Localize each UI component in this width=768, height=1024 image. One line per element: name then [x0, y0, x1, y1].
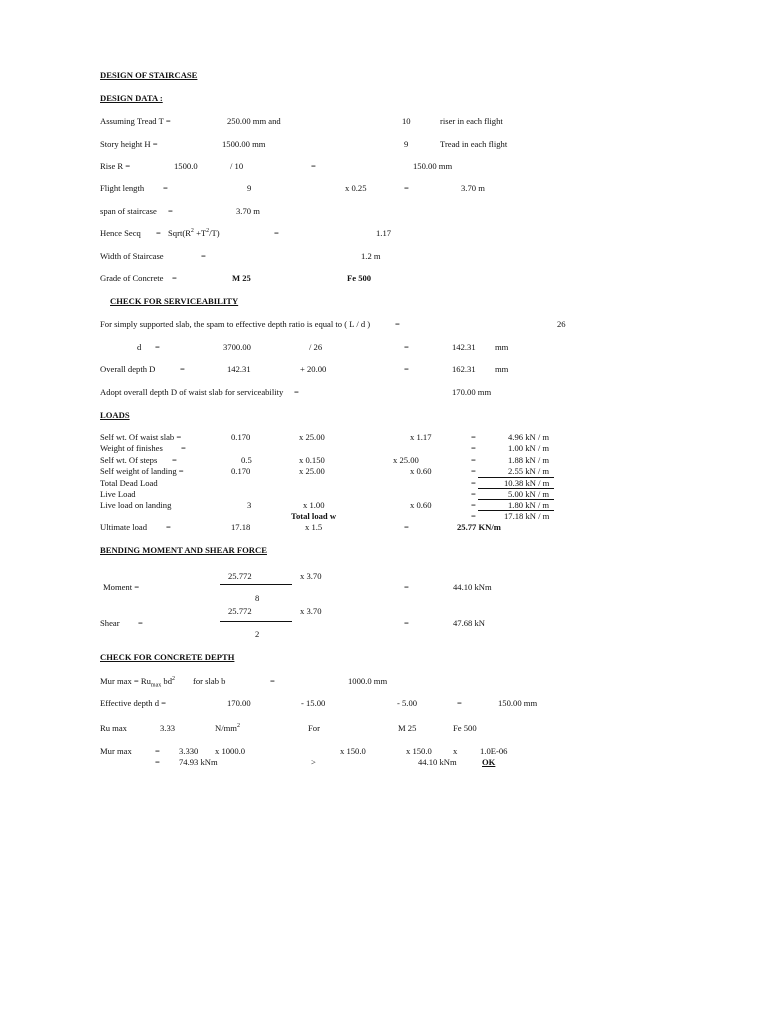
finishes-equals-1: = — [181, 443, 186, 453]
total-load-label: Total load w — [291, 511, 337, 521]
mur-max-ru: 3.330 — [179, 746, 199, 756]
landing-label: Self weight of landing = — [100, 466, 184, 476]
mur-max-label: Mur max — [100, 746, 132, 756]
flight-value: 3.70 m — [461, 183, 485, 193]
secq-value: 1.17 — [376, 228, 392, 238]
mur-max-factor: 1.0E-06 — [480, 746, 508, 756]
depth-heading: CHECK FOR CONCRETE DEPTH — [100, 652, 235, 662]
dead-load-equals: = — [471, 478, 476, 488]
ultimate-a: 17.18 — [231, 522, 251, 532]
serviceability-heading: CHECK FOR SERVICEABILITY — [110, 296, 239, 306]
live-landing-value: 1.80 kN / m — [508, 500, 550, 510]
landing-c: x 0.60 — [410, 466, 432, 476]
moment-multiplier: x 3.70 — [300, 571, 322, 581]
grade-label: Grade of Concrete — [100, 273, 164, 283]
ru-steel: Fe 500 — [453, 723, 477, 733]
flight-label: Flight length — [100, 183, 145, 193]
mur-formula: Mur $\max = Ru_{max}$ $bd^2$ — [100, 676, 176, 689]
ru-for: For — [308, 723, 320, 733]
shear-equals-1: = — [138, 618, 143, 628]
overall-depth-equals: = — [180, 364, 185, 374]
story-label: Story height H = — [100, 139, 158, 149]
d-divisor: / 26 — [309, 342, 323, 352]
flight-equals-2: = — [404, 183, 409, 193]
landing-value: 2.55 kN / m — [508, 466, 550, 476]
rise-value: 150.00 mm — [413, 161, 453, 171]
rise-divisor: / 10 — [230, 161, 244, 171]
treads-text: Tread in each flight — [440, 139, 508, 149]
shear-value: 47.68 kN — [453, 618, 485, 628]
mur-max-d1: x 150.0 — [340, 746, 366, 756]
risers-count: 10 — [402, 116, 411, 126]
document-title: DESIGN OF STAIRCASE — [100, 70, 198, 80]
landing-b: x 25.00 — [299, 466, 325, 476]
d-equals-2: = — [404, 342, 409, 352]
flight-treads: 9 — [247, 183, 252, 193]
ratio-value: 26 — [557, 319, 566, 329]
effective-d: 170.00 — [227, 698, 251, 708]
live-landing-c: x 0.60 — [410, 500, 432, 510]
d-label: d — [137, 342, 142, 352]
tread-value: 250.00 mm and — [227, 116, 281, 126]
mur-max-equals: = — [155, 746, 160, 756]
waist-slab-label: Self wt. Of waist slab = — [100, 432, 182, 442]
moment-fraction-bar — [220, 584, 292, 585]
shear-fraction-bar — [220, 621, 292, 622]
steps-equals-1: = — [172, 455, 177, 465]
shear-multiplier: x 3.70 — [300, 606, 322, 616]
d-span: 3700.00 — [223, 342, 251, 352]
tread-label: Assuming Tread T = — [100, 116, 171, 126]
steps-equals: = — [471, 455, 476, 465]
effective-half-bar: - 5.00 — [397, 698, 418, 708]
finishes-equals: = — [471, 443, 476, 453]
ratio-text: For simply supported slab, the spam to effective depth ratio is equal to ( L / d ) — [100, 319, 371, 329]
width-equals: = — [201, 251, 206, 261]
d-value: 142.31 — [452, 342, 476, 352]
steps-label: Self wt. Of steps — [100, 455, 158, 465]
span-equals: = — [168, 206, 173, 216]
mur-equals: = — [270, 676, 275, 686]
mur-b-value: 1000.0 mm — [348, 676, 388, 686]
shear-label: Shear — [100, 618, 120, 628]
dead-load-label: Total Dead Load — [100, 478, 158, 488]
treads-count: 9 — [404, 139, 409, 149]
live-landing-a: 3 — [247, 500, 252, 510]
overall-unit: mm — [495, 364, 509, 374]
live-load-value: 5.00 kN / m — [508, 489, 550, 499]
overall-d: 142.31 — [227, 364, 251, 374]
d-unit: mm — [495, 342, 509, 352]
live-landing-label: Live load on landing — [100, 500, 172, 510]
waist-slab-equals: = — [471, 432, 476, 442]
flight-multiplier: x 0.25 — [345, 183, 367, 193]
secq-formula: $Sqrt(R^2 +T^2/T)$ — [168, 228, 220, 238]
concrete-grade: M 25 — [232, 273, 251, 283]
ultimate-load-value: 25.77 KN/m — [457, 522, 501, 532]
effective-equals: = — [457, 698, 462, 708]
mur-max-equals-2: = — [155, 757, 160, 767]
greater-than: > — [311, 757, 316, 767]
shear-denominator: 2 — [255, 629, 260, 639]
story-value: 1500.00 mm — [222, 139, 266, 149]
adopt-equals: = — [294, 387, 299, 397]
ultimate-factor: x 1.5 — [305, 522, 323, 532]
total-load-equals: = — [471, 511, 476, 521]
ultimate-equals: = — [404, 522, 409, 532]
moment-value: 44.10 kNm — [453, 582, 492, 592]
steps-b: x 0.150 — [299, 455, 325, 465]
ru-max-unit: $N/mm^2$ — [215, 723, 240, 733]
moment-numerator: 25.772 — [228, 571, 252, 581]
waist-slab-value: 4.96 kN / m — [508, 432, 550, 442]
moment-label: Moment = — [103, 582, 140, 592]
adopt-text: Adopt overall depth D of waist slab for serviceability — [100, 387, 284, 397]
steps-c: x 25.00 — [393, 455, 419, 465]
waist-slab-secq: x 1.17 — [410, 432, 432, 442]
steel-grade: Fe 500 — [347, 273, 372, 283]
adopt-value: 170.00 mm — [452, 387, 492, 397]
mur-for-slab: for slab b — [193, 676, 226, 686]
secq-equals: = — [156, 228, 161, 238]
mur-max-times: x — [453, 746, 458, 756]
ru-max-value: 3.33 — [160, 723, 176, 733]
bm-sf-heading: BENDING MOMENT AND SHEAR FORCE — [100, 545, 267, 555]
mur-max-d2: x 150.0 — [406, 746, 432, 756]
ratio-equals: = — [395, 319, 400, 329]
overall-cover: + 20.00 — [300, 364, 327, 374]
grade-equals: = — [172, 273, 177, 283]
effective-cover: - 15.00 — [301, 698, 326, 708]
total-load-value: 17.18 kN / m — [504, 511, 550, 521]
live-landing-b: x 1.00 — [303, 500, 325, 510]
live-load-label: Live Load — [100, 489, 136, 499]
loads-heading: LOADS — [100, 410, 130, 420]
finishes-value: 1.00 kN / m — [508, 443, 550, 453]
shear-equals: = — [404, 618, 409, 628]
secq-equals-2: = — [274, 228, 279, 238]
rise-height: 1500.0 — [174, 161, 198, 171]
ru-concrete: M 25 — [398, 723, 417, 733]
effective-depth-label: Effective depth d = — [100, 698, 167, 708]
moment-compare-value: 44.10 kNm — [418, 757, 457, 767]
mur-max-b: x 1000.0 — [215, 746, 246, 756]
steps-a: 0.5 — [241, 455, 252, 465]
ru-max-label: Ru max — [100, 723, 127, 733]
design-data-heading: DESIGN DATA : — [100, 93, 163, 103]
moment-equals: = — [404, 582, 409, 592]
span-label: span of staircase — [100, 206, 157, 216]
ultimate-equals-1: = — [166, 522, 171, 532]
overall-value: 162.31 — [452, 364, 476, 374]
shear-numerator: 25.772 — [228, 606, 252, 616]
risers-text: riser in each flight — [440, 116, 503, 126]
d-equals: = — [155, 342, 160, 352]
dead-load-value: 10.38 kN / m — [504, 478, 550, 488]
overall-depth-label: Overall depth D — [100, 364, 156, 374]
ok-status: OK — [482, 757, 496, 767]
flight-equals: = — [163, 183, 168, 193]
waist-slab-thickness: 0.170 — [231, 432, 251, 442]
width-value: 1.2 m — [361, 251, 381, 261]
overall-equals-2: = — [404, 364, 409, 374]
secq-label: Hence Secq — [100, 228, 141, 238]
steps-value: 1.88 kN / m — [508, 455, 550, 465]
live-load-equals: = — [471, 489, 476, 499]
width-label: Width of Staircase — [100, 251, 164, 261]
landing-equals: = — [471, 466, 476, 476]
effective-depth-value: 150.00 mm — [498, 698, 538, 708]
rise-equals: = — [311, 161, 316, 171]
moment-denominator: 8 — [255, 593, 260, 603]
rise-label: Rise R = — [100, 161, 131, 171]
mur-max-value: 74.93 kNm — [179, 757, 218, 767]
live-landing-equals: = — [471, 500, 476, 510]
waist-slab-density: x 25.00 — [299, 432, 325, 442]
span-value: 3.70 m — [236, 206, 260, 216]
finishes-label: Weight of finishes — [100, 443, 163, 453]
ultimate-load-label: Ultimate load — [100, 522, 148, 532]
landing-a: 0.170 — [231, 466, 251, 476]
